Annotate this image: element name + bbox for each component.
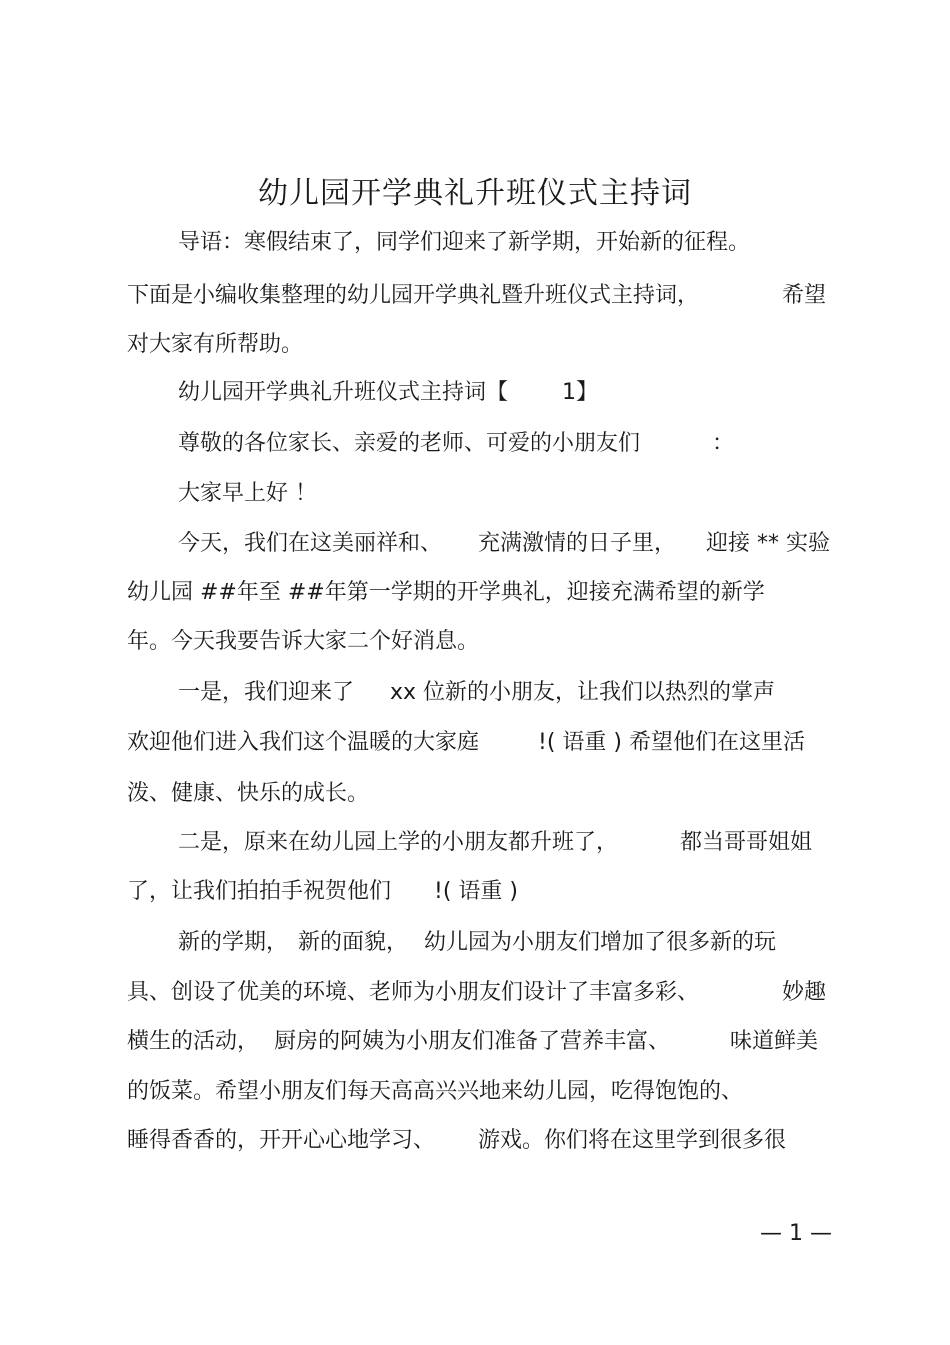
text-line: 了，让我们拍拍手祝贺他们 [127, 879, 392, 904]
text-line: 游戏。你们将在这里学到很多很 [478, 1128, 787, 1153]
text-line: 幼儿园 ##年至 ##年第一学期的开学典礼，迎接充满希望的新学 [127, 580, 765, 605]
text-line: 幼儿园开学典礼升班仪式主持词【 [178, 380, 509, 405]
text-line: 妙趣 [782, 980, 827, 1005]
text-line: 尊敬的各位家长、亲爱的老师、可爱的小朋友们 [178, 431, 641, 456]
text-line: 年。今天我要告诉大家二个好消息。 [127, 629, 480, 654]
text-line: 二是，原来在幼儿园上学的小朋友都升班了， [178, 830, 619, 855]
text-line: 迎接 ** 实验 [706, 531, 830, 556]
text-line: 对大家有所帮助。 [127, 332, 304, 357]
text-line: 希望 [782, 283, 827, 308]
text-line: 具、创设了优美的环境、老师为小朋友们设计了丰富多彩、 [127, 980, 700, 1005]
text-line: 欢迎他们进入我们这个温暖的大家庭 [127, 730, 480, 755]
text-line: 味道鲜美 [730, 1029, 819, 1054]
text-line: 导语：寒假结束了，同学们迎来了新学期，开始新的征程。 [178, 230, 751, 255]
text-line: 厨房的阿姨为小朋友们准备了营养丰富、 [274, 1029, 671, 1054]
page-number: — 1 — [760, 1221, 832, 1246]
text-line: 一是，我们迎来了 [178, 680, 355, 705]
text-line: 下面是小编收集整理的幼儿园开学典礼暨升班仪式主持词， [127, 283, 700, 308]
text-line: 都当哥哥姐姐 [680, 830, 813, 855]
text-line: 1】 [562, 380, 598, 405]
text-line: 新的面貌， [298, 930, 409, 955]
text-line: 新的学期， [178, 930, 289, 955]
text-line: 的饭菜。希望小朋友们每天高高兴兴地来幼儿园，吃得饱饱的、 [127, 1079, 744, 1104]
text-line: 今天，我们在这美丽祥和、 [178, 531, 443, 556]
text-line: xx 位新的小朋友，让我们以热烈的掌声 [390, 680, 776, 705]
text-line: 横生的活动， [127, 1029, 260, 1054]
text-line: 幼儿园为小朋友们增加了很多新的玩 [424, 930, 777, 955]
text-line: 睡得香香的，开开心心地学习、 [127, 1128, 436, 1153]
document-title: 幼儿园开学典礼升班仪式主持词 [258, 176, 692, 211]
text-line: 大家早上好 ！ [178, 481, 317, 506]
text-line: 充满激情的日子里， [478, 531, 677, 556]
text-line: !( 语重 ) 希望他们在这里活 [538, 730, 805, 755]
text-line: 泼、健康、快乐的成长。 [127, 781, 370, 806]
text-line: !( 语重 ) [434, 879, 518, 904]
text-line: ： [712, 431, 735, 456]
